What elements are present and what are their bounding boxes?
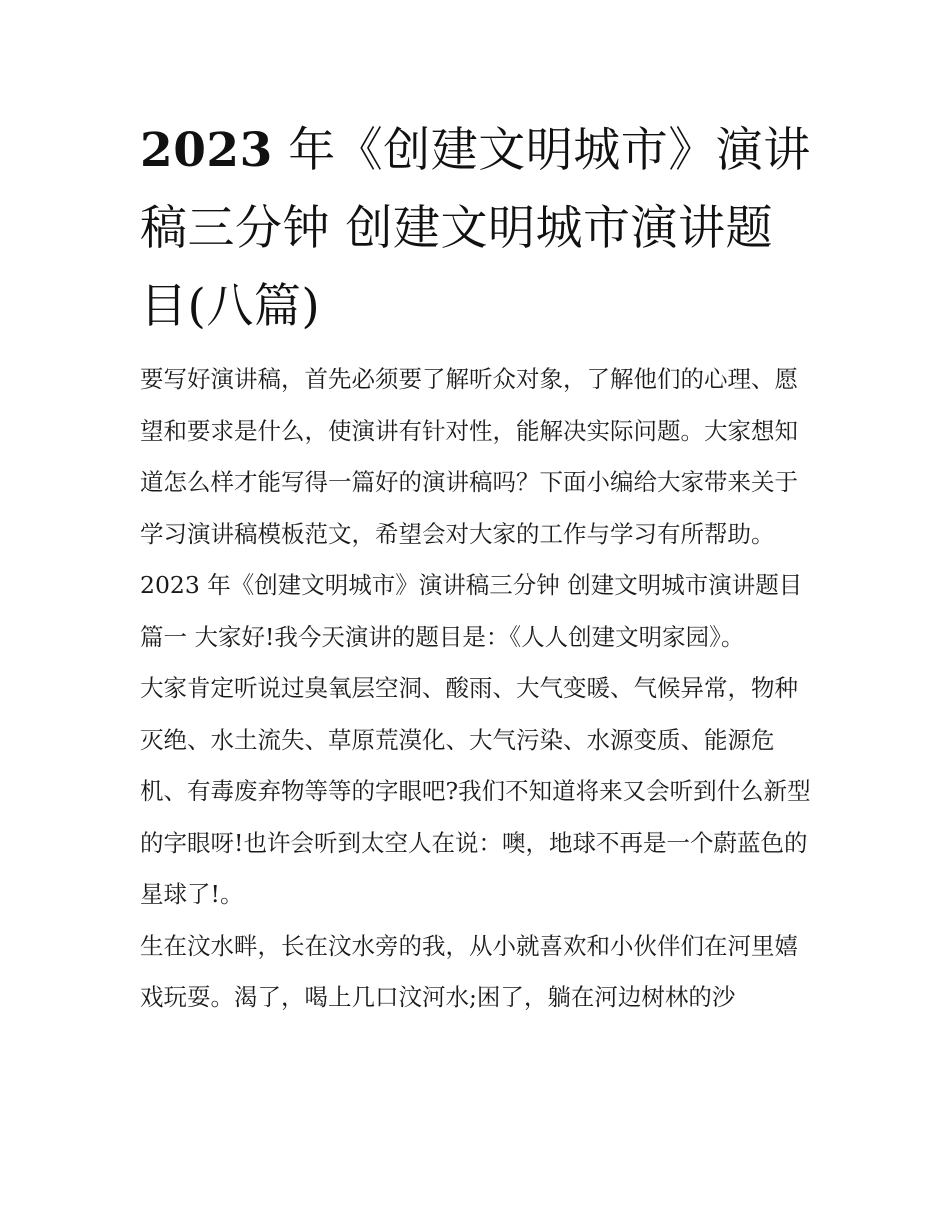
paragraph-intro: 要写好演讲稿，首先必须要了解听众对象，了解他们的心理、愿望和要求是什么，使演讲有针对性，能解决实际问题。大家想知道怎么样才能写得一篇好的演讲稿吗？下面小编给大家带来关于学习演讲稿模板范文，希望会对大家的工作与学习有所帮助。 xyxy=(140,365,798,548)
document-title xyxy=(140,112,820,346)
paragraph-environment: 大家肯定听说过臭氧层空洞、酸雨、大气变暖、气候异常，物种灭绝、水土流失、草原荒漠化、大气污染、水源变质、能源危机、有毒废弃物等等的字眼吧?我们不知道将来又会听到什么新型的字眼呀!也许会听到太空人在说：噢，地球不再是一个蔚蓝色的星球了!。 xyxy=(140,674,811,908)
paragraph-heading-one: 2023 年《创建文明城市》演讲稿三分钟 创建文明城市演讲题目篇一 大家好!我今天演讲的题目是：《人人创建文明家园》。 xyxy=(140,571,803,651)
paragraph-river: 生在汶水畔，长在汶水旁的我，从小就喜欢和小伙伴们在河里嬉戏玩耍。渴了，喝上几口汶河水;困了，躺在河边树林的沙 xyxy=(140,931,798,1011)
document-body xyxy=(140,354,815,1024)
title-text: 年《创建文明城市》演讲稿三分钟 创建文明城市演讲题目(八篇) xyxy=(140,123,811,334)
title-year: 2023 xyxy=(140,123,273,178)
